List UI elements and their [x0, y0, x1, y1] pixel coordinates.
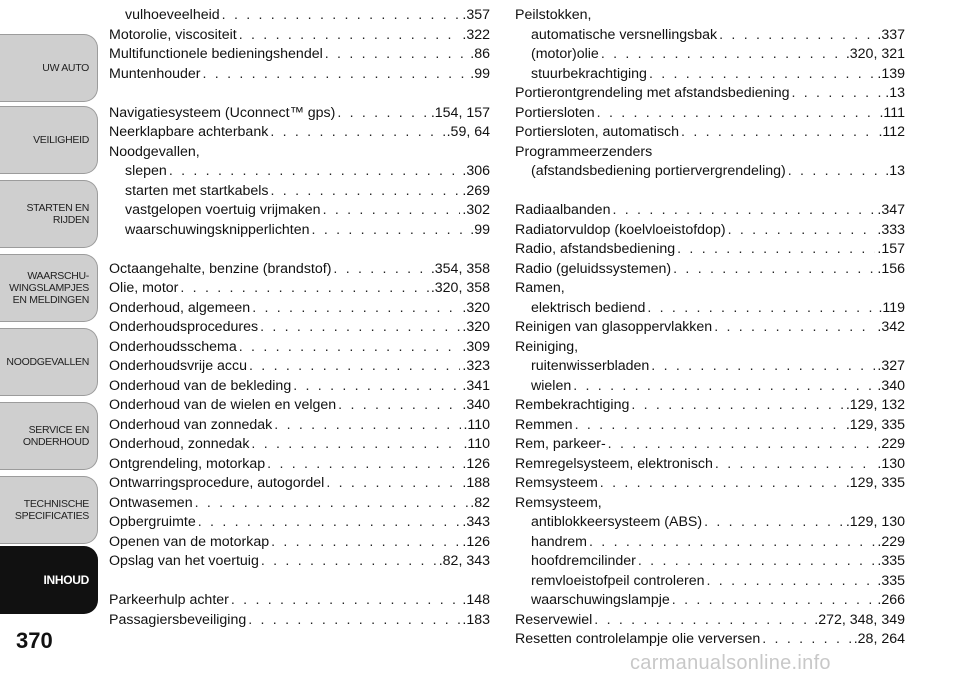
index-entry — [109, 494, 490, 514]
tab-label: INHOUD — [43, 573, 89, 587]
index-entry-text: Portiersloten — [515, 104, 595, 121]
index-entry — [109, 299, 490, 319]
index-entry-pages: .302 — [462, 202, 490, 218]
dot-leader — [239, 338, 461, 358]
index-entry — [109, 318, 490, 338]
index-entry-pages: .347 — [877, 202, 905, 218]
index-entry-pages: .154, 157 — [430, 104, 490, 121]
index-entry — [109, 455, 490, 475]
index-entry-text: Resetten controlelampje olie verversen — [515, 631, 761, 647]
index-entry-pages: .130 — [877, 455, 905, 472]
index-entry-text: Remsysteem — [515, 475, 598, 491]
index-column-left — [109, 6, 490, 630]
dot-leader — [647, 299, 876, 319]
index-entry-text: Noodgevallen, — [109, 143, 200, 160]
index-entry-pages: .129, 335 — [845, 475, 905, 491]
index-entry-pages: .126 — [462, 455, 490, 472]
index-entry-pages: .335 — [877, 572, 905, 589]
index-entry — [515, 240, 905, 260]
index-entry — [109, 65, 490, 85]
index-entry-pages: .335 — [877, 553, 905, 569]
index-entry-text: Radio, afstandsbediening — [515, 241, 676, 257]
tab-inhoud[interactable] — [0, 546, 98, 614]
index-entry-pages: .82, 343 — [438, 553, 490, 569]
tab-service-en-onderhoud[interactable] — [0, 402, 98, 470]
index-entry-text: Remsysteem, — [515, 494, 602, 511]
index-entry-text: Onderhoud, zonnedak — [109, 436, 250, 452]
index-entry-text: Radiatorvuldop (koelvloeistofdop) — [515, 221, 726, 238]
dot-leader — [601, 45, 844, 65]
dot-leader — [677, 240, 875, 260]
index-entry — [109, 123, 490, 143]
index-entry-text: Ontwasemen — [109, 494, 193, 511]
dot-leader — [681, 123, 876, 143]
index-entry-text: Passagiersbeveiliging — [109, 611, 247, 628]
index-entry — [109, 6, 490, 26]
dot-leader — [203, 65, 469, 85]
index-entry-pages: .13 — [885, 85, 905, 101]
dot-leader — [791, 84, 883, 104]
index-entry-text: automatische versnellingsbak — [531, 26, 718, 43]
index-entry-pages: .272, 348, 349 — [814, 611, 905, 628]
dot-leader — [672, 591, 876, 611]
index-entry-pages: .86 — [470, 46, 490, 62]
tab-uw-auto[interactable] — [0, 34, 98, 102]
index-entry-text: hoofdremcilinder — [531, 553, 636, 569]
index-entry-pages: .229 — [877, 533, 905, 550]
index-entry-text: slepen — [125, 163, 167, 179]
index-entry-text: vastgelopen voertuig vrijmaken — [125, 202, 321, 218]
index-entry-pages: .157 — [877, 241, 905, 257]
index-entry-text: Ontwarringsprocedure, autogordel — [109, 475, 325, 491]
index-entry — [109, 104, 490, 124]
index-entry-text: Peilstokken, — [515, 7, 592, 23]
index-entry-text: Multifunctionele bedieningshendel — [109, 46, 323, 62]
index-entry — [515, 123, 905, 143]
index-entry-pages: .341 — [462, 377, 490, 394]
dot-leader — [222, 6, 461, 26]
index-entry-text: Octaangehalte, benzine (brandstof) — [109, 260, 332, 277]
index-entry-pages: .333 — [877, 221, 905, 238]
index-entry — [515, 494, 905, 514]
tab-label: UW AUTO — [42, 62, 89, 74]
index-entry-pages: .320, 321 — [845, 46, 905, 62]
index-entry-pages: .322 — [462, 26, 490, 43]
index-entry-text: Radio (geluidssystemen) — [515, 260, 672, 277]
index-entry-text: wielen — [531, 377, 572, 394]
index-entry-text: Programmeerzenders — [515, 143, 653, 160]
index-entry — [515, 162, 905, 182]
index-entry — [109, 143, 490, 163]
index-entry — [515, 377, 905, 397]
tab-label: NOODGEVALLEN — [6, 356, 89, 368]
index-entry-text: waarschuwingsknipperlichten — [125, 221, 310, 238]
index-entry — [109, 416, 490, 436]
dot-leader — [195, 494, 469, 514]
tab-label: STARTEN EN RIJDEN — [26, 202, 89, 226]
index-entry-pages: .129, 130 — [845, 514, 905, 530]
index-entry-text: Neerklapbare achterbank — [109, 124, 269, 140]
index-entry — [515, 572, 905, 592]
dot-leader — [594, 611, 812, 631]
index-entry — [515, 6, 905, 26]
index-entry — [109, 201, 490, 221]
dot-leader — [707, 572, 876, 592]
index-entry-pages: .99 — [470, 221, 490, 238]
index-entry-pages: .320 — [462, 299, 490, 316]
index-entry-text: Olie, motor — [109, 280, 179, 296]
index-entry — [515, 65, 905, 85]
index-entry-pages: .357 — [462, 7, 490, 23]
dot-leader — [612, 201, 875, 221]
index-entry-pages: .28, 264 — [853, 631, 905, 647]
index-entry-pages: .342 — [877, 319, 905, 335]
index-entry-text: Opbergruimte — [109, 514, 196, 530]
index-entry — [515, 318, 905, 338]
index-entry-pages: .99 — [470, 65, 490, 82]
index-entry — [515, 299, 905, 319]
index-entry-pages: .323 — [462, 358, 490, 374]
index-entry-text: Rem, parkeer- — [515, 436, 606, 452]
index-entry — [515, 416, 905, 436]
index-entry — [109, 396, 490, 416]
tab-veiligheid[interactable] — [0, 106, 98, 174]
dot-leader — [631, 396, 843, 416]
index-entry-text: Openen van de motorkap — [109, 533, 270, 550]
index-entry-text: vulhoeveelheid — [125, 7, 220, 23]
index-entry-text: Onderhoudsprocedures — [109, 319, 259, 335]
index-entry-pages: .139 — [877, 65, 905, 82]
watermark: carmanualsonline.info — [630, 652, 831, 674]
index-entry — [515, 143, 905, 163]
dot-leader — [608, 435, 876, 455]
index-entry — [109, 338, 490, 358]
index-entry-text: Onderhoud van de wielen en velgen — [109, 397, 337, 413]
index-entry — [515, 84, 905, 104]
dot-leader — [231, 591, 461, 611]
dot-leader — [270, 123, 444, 143]
dot-leader — [651, 357, 875, 377]
index-entry-pages: .110 — [463, 416, 490, 433]
index-entry — [109, 513, 490, 533]
index-entry — [515, 26, 905, 46]
index-entry-text: stuurbekrachtiging — [531, 65, 647, 82]
dot-leader — [323, 201, 461, 221]
index-entry — [515, 260, 905, 280]
index-entry — [515, 396, 905, 416]
dot-leader — [728, 221, 876, 241]
dot-leader — [597, 104, 878, 124]
index-entry-text: (motor)olie — [531, 46, 599, 62]
dot-leader — [239, 26, 461, 46]
index-entry-text: waarschuwingslampje — [531, 592, 670, 608]
index-entry-pages: .320, 358 — [430, 280, 490, 296]
tab-label: SERVICE EN ONDERHOUD — [22, 424, 89, 448]
index-entry-text: Remregelsysteem, elektronisch — [515, 455, 713, 472]
index-entry-text: Reinigen van glasoppervlakken — [515, 319, 713, 335]
index-entry — [109, 279, 490, 299]
dot-leader — [638, 552, 875, 572]
tab-label: WAARSCHU- WINGSLAMPJES EN MELDINGEN — [9, 270, 89, 306]
index-entry-pages: .13 — [885, 163, 905, 179]
index-entry — [109, 435, 490, 455]
index-entry — [109, 474, 490, 494]
tab-label: TECHNISCHE SPECIFICATIES — [14, 498, 89, 522]
index-entry-pages: .59, 64 — [446, 124, 490, 140]
index-entry — [515, 533, 905, 553]
dot-leader — [271, 533, 460, 553]
dot-leader — [715, 455, 875, 475]
index-entry-text: starten met startkabels — [125, 182, 269, 199]
index-entry-pages: .343 — [462, 514, 490, 530]
index-entry-text: Onderhoud, algemeen — [109, 299, 251, 316]
index-entry-text: elektrisch bediend — [531, 299, 646, 316]
index-entry-pages: .340 — [877, 377, 905, 394]
tab-starten-en-rijden[interactable] — [0, 180, 98, 248]
index-entry-text: Portierontgrendeling met afstandsbediening — [515, 85, 790, 101]
dot-leader — [249, 357, 460, 377]
index-entry — [515, 357, 905, 377]
dot-leader — [673, 260, 875, 280]
dot-leader — [274, 416, 461, 436]
dot-leader — [198, 513, 461, 533]
index-entry-text: handrem — [531, 533, 587, 550]
index-entry — [109, 45, 490, 65]
index-entry — [109, 377, 490, 397]
dot-leader — [573, 377, 875, 397]
dot-leader — [260, 318, 460, 338]
dot-leader — [788, 162, 884, 182]
index-entry-pages: .229 — [877, 436, 905, 452]
dot-leader — [248, 611, 460, 631]
dot-leader — [326, 474, 460, 494]
index-entry-pages: .129, 335 — [845, 416, 905, 433]
dot-leader — [180, 279, 428, 299]
index-entry — [515, 435, 905, 455]
tab-technische-specificaties[interactable] — [0, 476, 98, 544]
dot-leader — [575, 416, 844, 436]
index-entry-text: Onderhoud van zonnedak — [109, 416, 273, 433]
index-entry-text: Reiniging, — [515, 338, 579, 355]
index-entry-text: Reservewiel — [515, 611, 593, 628]
dot-leader — [762, 630, 851, 650]
index-entry-text: Opslag van het voertuig — [109, 553, 259, 569]
index-entry — [515, 513, 905, 533]
index-entry — [109, 533, 490, 553]
index-entry-text: (afstandsbediening portiervergrendeling) — [531, 163, 786, 179]
dot-leader — [325, 45, 469, 65]
index-entry — [515, 591, 905, 611]
index-entry — [109, 26, 490, 46]
dot-leader — [337, 104, 429, 124]
index-entry — [515, 338, 905, 358]
index-entry — [515, 630, 905, 650]
dot-leader — [338, 396, 460, 416]
index-entry-text: Radiaalbanden — [515, 202, 611, 218]
index-entry-pages: .129, 132 — [845, 397, 905, 413]
index-entry — [515, 611, 905, 631]
index-entry-text: Rembekrachtiging — [515, 397, 630, 413]
dot-leader — [169, 162, 461, 182]
index-entry-text: Motorolie, viscositeit — [109, 26, 237, 43]
index-entry — [515, 201, 905, 221]
index-entry-text: Portiersloten, automatisch — [515, 124, 680, 140]
dot-leader — [312, 221, 469, 241]
index-entry-pages: .111 — [879, 104, 905, 121]
index-entry-text: remvloeistofpeil controleren — [531, 572, 705, 589]
index-entry — [515, 104, 905, 124]
index-entry-pages: .340 — [462, 397, 490, 413]
index-entry-text: Ontgrendeling, motorkap — [109, 455, 266, 472]
index-entry-pages: .320 — [462, 319, 490, 335]
index-entry — [109, 611, 490, 631]
index-entry — [109, 221, 490, 241]
index-entry-text: Onderhoudsvrije accu — [109, 358, 248, 374]
dot-leader — [271, 182, 461, 202]
dot-leader — [267, 455, 460, 475]
index-entry — [515, 552, 905, 572]
index-entry — [109, 260, 490, 280]
tab-label: VEILIGHEID — [33, 134, 89, 146]
index-entry — [109, 591, 490, 611]
index-entry-pages: .337 — [877, 26, 905, 43]
index-entry-text: Onderhoudsschema — [109, 338, 237, 355]
index-entry-pages: .156 — [877, 260, 905, 277]
index-entry — [109, 357, 490, 377]
index-entry-text: Navigatiesysteem (Uconnect™ gps) — [109, 104, 336, 121]
index-entry-pages: .266 — [877, 592, 905, 608]
dot-leader — [251, 435, 461, 455]
index-entry-pages: .112 — [878, 124, 905, 140]
index-entry-text: Parkeerhulp achter — [109, 592, 229, 608]
dot-leader — [649, 65, 875, 85]
index-entry-pages: .110 — [463, 436, 490, 452]
dot-leader — [714, 318, 875, 338]
index-entry-pages: .119 — [878, 299, 905, 316]
index-entry — [515, 474, 905, 494]
index-entry-pages: .354, 358 — [430, 260, 490, 277]
dot-leader — [719, 26, 875, 46]
index-entry — [515, 45, 905, 65]
index-entry-pages: .269 — [462, 182, 490, 199]
index-entry — [109, 552, 490, 572]
index-entry-pages: .82 — [470, 494, 490, 511]
index-entry — [109, 162, 490, 182]
index-entry-pages: .306 — [462, 163, 490, 179]
dot-leader — [333, 260, 428, 280]
index-entry-text: Ramen, — [515, 280, 565, 296]
index-entry — [515, 221, 905, 241]
dot-leader — [600, 474, 844, 494]
tab-waarschuwingslampjes[interactable] — [0, 254, 98, 322]
index-entry — [515, 279, 905, 299]
index-entry-pages: .183 — [462, 611, 490, 628]
index-entry — [109, 182, 490, 202]
dot-leader — [252, 299, 460, 319]
index-entry-text: ruitenwisserbladen — [531, 358, 650, 374]
index-entry — [515, 455, 905, 475]
index-entry-pages: .148 — [462, 592, 490, 608]
index-entry-pages: .188 — [462, 475, 490, 491]
index-column-right — [515, 6, 905, 650]
page-number: 370 — [16, 628, 53, 653]
dot-leader — [589, 533, 875, 553]
index-entry-text: Muntenhouder — [109, 65, 201, 82]
index-entry-pages: .309 — [462, 338, 490, 355]
index-entry-pages: .327 — [877, 358, 905, 374]
index-entry-text: antiblokkeersysteem (ABS) — [531, 514, 703, 530]
index-entry-text: Onderhoud van de bekleding — [109, 377, 292, 394]
tab-noodgevallen[interactable] — [0, 328, 98, 396]
dot-leader — [293, 377, 460, 397]
dot-leader — [704, 513, 844, 533]
dot-leader — [261, 552, 437, 572]
index-entry-text: Remmen — [515, 416, 573, 433]
index-entry-pages: .126 — [462, 533, 490, 550]
